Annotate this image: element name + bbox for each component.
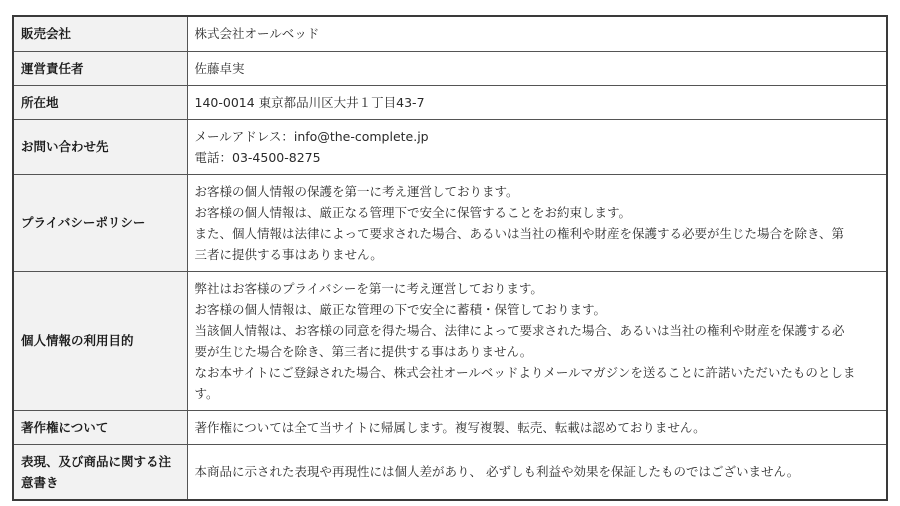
table-row-contact bbox=[13, 119, 887, 174]
value-line: 当該個人情報は、お客様の同意を得た場合、法律によって要求された場合、あるいは当社の権利や財産を保護する必 bbox=[194, 322, 845, 338]
row-value bbox=[187, 271, 887, 410]
email-line: メールアドレス：info@the-complete.jp bbox=[194, 128, 429, 144]
row-label: 個人情報の利用目的 bbox=[13, 271, 187, 410]
table-row-seller bbox=[13, 16, 887, 51]
row-value bbox=[187, 85, 887, 119]
value-line: また、個人情報は法律によって要求された場合、あるいは当社の権利や財産を保護する必要が生じた場合を除き、第 bbox=[194, 225, 845, 241]
row-value bbox=[187, 119, 887, 174]
row-value bbox=[187, 16, 887, 51]
table-row-copyright bbox=[13, 410, 887, 444]
row-label: 著作権について bbox=[13, 410, 187, 444]
row-label: 表現、及び商品に関する注意書き bbox=[13, 444, 187, 500]
value-line: 三者に提供する事はありません。 bbox=[194, 246, 383, 262]
value-line: お客様の個人情報は、厳正な管理の下で安全に蓄積・保管しております。 bbox=[194, 301, 607, 317]
company-info-section bbox=[12, 15, 886, 501]
row-label: プライバシーポリシー bbox=[13, 174, 187, 271]
row-label: お問い合わせ先 bbox=[13, 119, 187, 174]
value-line: 著作権については全て当サイトに帰属します。複写複製、転売、転載は認めておりません。 bbox=[194, 419, 706, 435]
company-info-table bbox=[12, 15, 888, 501]
value-line: 140-0014 東京都品川区大井１丁目43-7 bbox=[194, 94, 425, 110]
value-line: 本商品に示された表現や再現性には個人差があり、 必ずしも利益や効果を保証したものではございません。 bbox=[194, 464, 800, 479]
row-value bbox=[187, 444, 887, 500]
value-line: お客様の個人情報は、厳正なる管理下で安全に保管することをお約束します。 bbox=[194, 204, 632, 220]
value-line: 株式会社オールベッド bbox=[194, 26, 320, 42]
row-value bbox=[187, 410, 887, 444]
row-label: 所在地 bbox=[13, 85, 187, 119]
value-line: お客様の個人情報の保護を第一に考え運営しております。 bbox=[194, 183, 519, 199]
row-label: 運営責任者 bbox=[13, 51, 187, 85]
row-label: 販売会社 bbox=[13, 16, 187, 51]
value-line: 要が生じた場合を除き、第三者に提供する事はありません。 bbox=[194, 343, 533, 359]
table-row-usage-purpose bbox=[13, 271, 887, 410]
value-line: す。 bbox=[194, 385, 219, 401]
row-value bbox=[187, 51, 887, 85]
table-row-disclaimer bbox=[13, 444, 887, 500]
row-value bbox=[187, 174, 887, 271]
value-line: 弊社はお客様のプライバシーを第一に考え運営しております。 bbox=[194, 280, 543, 296]
table-row-privacy-policy bbox=[13, 174, 887, 271]
value-line: 佐藤卓実 bbox=[194, 60, 245, 76]
table-row-manager bbox=[13, 51, 887, 85]
table-row-address bbox=[13, 85, 887, 119]
phone-line: 電話：03-4500-8275 bbox=[194, 149, 321, 165]
value-line: なお本サイトにご登録された場合、株式会社オールベッドよりメールマガジンを送ることに許諾いただいたものとしま bbox=[194, 364, 856, 380]
